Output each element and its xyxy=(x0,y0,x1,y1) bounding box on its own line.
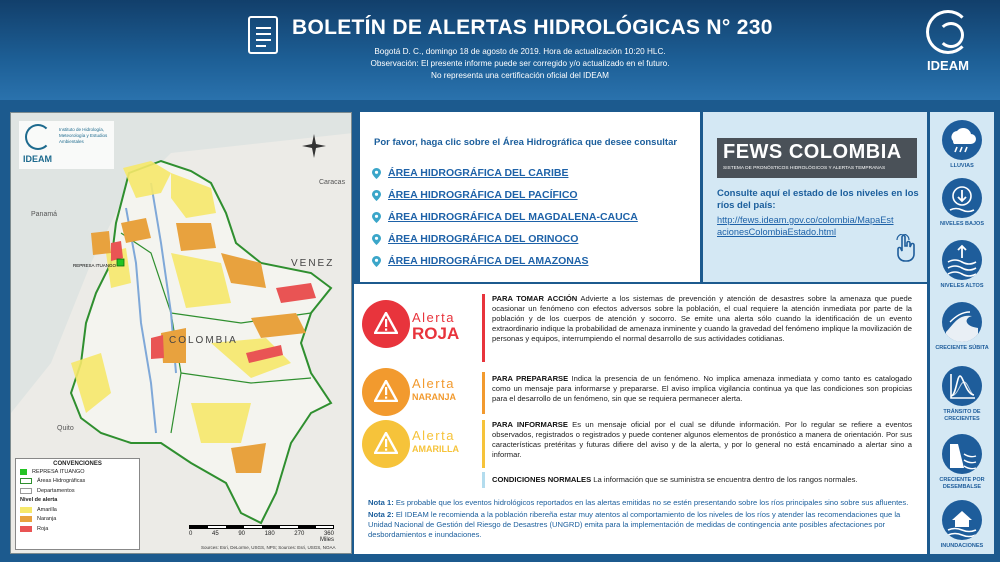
high-level-icon xyxy=(942,240,982,280)
flood-house-icon xyxy=(942,500,982,540)
alert-amarilla-badge xyxy=(362,420,410,468)
sidebar-item-niveles-bajos[interactable]: NIVELES BAJOS xyxy=(933,178,991,228)
location-pin-icon xyxy=(372,256,381,267)
location-pin-icon xyxy=(372,190,381,201)
alert-divider xyxy=(482,372,485,414)
flash-flood-icon xyxy=(942,302,982,342)
alert-roja-badge xyxy=(362,300,410,348)
link-area-orinoco[interactable]: ÁREA HIDROGRÁFICA DEL ORINOCO xyxy=(388,233,579,245)
location-pin-icon xyxy=(372,212,381,223)
alert-roja-text: PARA TOMAR ACCIÓN Advierte a los sistemas de prevención y atención de desastres sobre la amenaza que puede ocasionar un fenómeno con efectos adversos sobre la población, el cual requiere la atención inmediata por parte de la población y de los cuerpos de atención y socorro. Se emite una alerta sólo cuando la identificación de un evento extraordinario indique la probabilidad de amenaza inminente y cuando la gravedad del fenómeno implique la movilización de personas y equipos, interrumpiendo el normal desarrollo de sus actividades cotidianas. xyxy=(492,294,912,343)
link-area-pacifico[interactable]: ÁREA HIDROGRÁFICA DEL PACÍFICO xyxy=(388,189,578,201)
header-subtitle: Bogotá D. C., domingo 18 de agosto de 2019. Hora de actualización 10:20 HLC. Observación: El presente informe puede ser corregido y/o actualizado en el futuro. No representa una certificación oficial del IDEAM xyxy=(370,47,670,80)
header-banner xyxy=(0,0,1000,100)
fews-logo[interactable]: FEWS COLOMBIA SISTEMA DE PRONÓSTICOS HIDROLÓGICOS Y ALERTAS TEMPRANAS xyxy=(717,138,917,178)
fews-question: Consulte aquí el estado de los niveles en los ríos del país: xyxy=(717,188,919,211)
note-1: Nota 1: Es probable que los eventos hidrológicos reportados en las alertas emitidas no se estén presentando sobre los ríos principales sino sobre sus afluentes. xyxy=(368,498,909,507)
document-icon xyxy=(248,16,278,54)
alert-amarilla-word: Alerta xyxy=(412,428,455,443)
sidebar-item-transito-crecientes[interactable]: TRÁNSITO DE CRECIENTES xyxy=(933,366,991,422)
alert-amarilla-text: PARA INFORMARSE Es un mensaje oficial por el cual se difunde información. Por lo regular se refiere a eventos observados, registrados o registrados y puede contener algunos elementos de pronóstico a manera de orientación. Por sus características pretéritas y futuras difiere del aviso y de la alerta, y por lo general no está encaminado a alertar sino a informar. xyxy=(492,420,913,459)
alert-roja-row xyxy=(354,284,927,368)
alert-divider xyxy=(482,420,485,468)
notes xyxy=(368,498,913,540)
links-prompt: Por favor, haga clic sobre el Área Hidrográfica que desee consultar xyxy=(374,137,678,148)
label-represa: REPRESA ITUANGO xyxy=(73,263,117,268)
sidebar-item-lluvias[interactable]: LLUVIAS xyxy=(933,120,991,170)
ideam-swirl-icon xyxy=(25,124,51,150)
warning-icon xyxy=(374,432,398,454)
hydrographic-map[interactable] xyxy=(10,112,352,554)
alert-naranja-text: PARA PREPARARSE Indica la presencia de un fenómeno. No implica amenaza inmediata y como tanto es catalogado como un mensaje para informarse y prepararse. El aviso implica vigilancia continua ya que las condiciones son propicias para el desarrollo de un fenómeno, sin que se requiera permanecer alerta. xyxy=(492,374,912,403)
page-title: BOLETÍN DE ALERTAS HIDROLÓGICAS N° 230 xyxy=(292,16,773,39)
fews-link[interactable]: http://fews.ideam.gov.co/colombia/MapaEstacionesColombiaEstado.html xyxy=(717,215,894,237)
map-scale-bar: 0 45 90 180 270 360 Miles xyxy=(189,525,334,543)
dam-release-icon xyxy=(942,434,982,474)
warning-icon xyxy=(374,312,398,334)
alert-naranja-badge xyxy=(362,368,410,416)
alert-divider xyxy=(482,294,485,362)
label-venezuela: VENEZ xyxy=(291,258,335,269)
label-caracas: Caracas xyxy=(319,179,346,186)
pointer-hand-icon xyxy=(893,234,917,262)
location-pin-icon xyxy=(372,234,381,245)
hydrograph-icon xyxy=(942,366,982,406)
link-area-magdalena-cauca[interactable]: ÁREA HIDROGRÁFICA DEL MAGDALENA-CAUCA xyxy=(388,211,638,223)
rain-icon xyxy=(942,120,982,160)
alert-naranja-word: Alerta xyxy=(412,376,455,391)
alert-roja-level: ROJA xyxy=(412,324,460,343)
label-colombia: COLOMBIA xyxy=(169,335,238,346)
ideam-map-logo: IDEAM Instituto de Hidrología, Meteorología y Estudios Ambientales xyxy=(19,121,114,169)
event-type-sidebar xyxy=(930,112,994,554)
fews-panel xyxy=(703,112,927,282)
label-panama: Panamá xyxy=(31,211,58,218)
ideam-swirl-icon xyxy=(926,10,970,54)
alerts-panel xyxy=(354,284,927,554)
alert-naranja-level: NARANJA xyxy=(412,392,457,402)
alert-roja-word: Alerta xyxy=(412,310,455,325)
alert-naranja-row xyxy=(354,368,927,418)
sidebar-item-creciente-subita[interactable]: CRECIENTE SÚBITA xyxy=(933,302,991,352)
link-area-caribe[interactable]: ÁREA HIDROGRÁFICA DEL CARIBE xyxy=(388,167,569,179)
sidebar-item-inundaciones[interactable]: INUNDACIONES xyxy=(933,500,991,550)
low-level-icon xyxy=(942,178,982,218)
alert-amarilla-level: AMARILLA xyxy=(412,444,459,454)
map-sources: Sources: Esri, DeLorme, USGS, NPS; Sources: Esri, USGS, NOAA xyxy=(201,545,336,550)
link-area-amazonas[interactable]: ÁREA HIDROGRÁFICA DEL AMAZONAS xyxy=(388,255,589,267)
ideam-logo[interactable]: IDEAM xyxy=(912,10,984,73)
alert-divider xyxy=(482,472,485,488)
warning-icon xyxy=(374,380,398,402)
compass-icon xyxy=(301,133,327,159)
alert-amarilla-row xyxy=(354,418,927,470)
map-legend: CONVENCIONES REPRESA ITUANGO Áreas Hidrográficas Departamentos Nivel de alerta Amarilla Naranja Roja xyxy=(15,458,140,550)
sidebar-item-niveles-altos[interactable]: NIVELES ALTOS xyxy=(933,240,991,290)
location-pin-icon xyxy=(372,168,381,179)
alert-normal-text: CONDICIONES NORMALES La información que se suministra se encuentra dentro de los rangos normales. xyxy=(492,475,858,484)
label-quito: Quito xyxy=(57,425,74,432)
hydro-areas-panel xyxy=(360,112,700,282)
alert-normal-row xyxy=(354,470,927,492)
note-2: Nota 2: El IDEAM le recomienda a la población ribereña estar muy atentos al comportamiento de los niveles de los ríos y atender las recomendaciones que la Unidad Nacional de Gestión del Riesgo de Desastres (UNGRD) emita para la implementación de medidas de contingencia ante posibles afectaciones por desbordamientos e inundaciones. xyxy=(368,510,901,539)
sidebar-item-creciente-desembalse[interactable]: CRECIENTE POR DESEMBALSE xyxy=(933,434,991,490)
